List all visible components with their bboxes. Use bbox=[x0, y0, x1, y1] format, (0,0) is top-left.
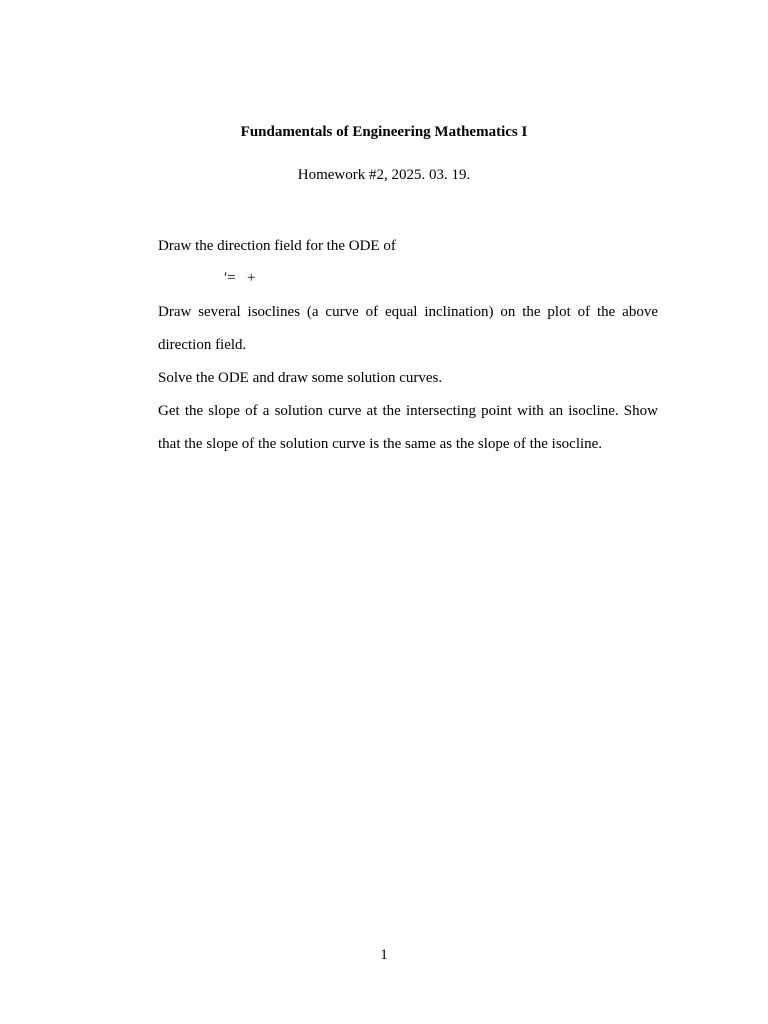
page-number: 1 bbox=[380, 947, 388, 963]
document-title: Fundamentals of Engineering Mathematics I bbox=[240, 124, 528, 140]
task-isoclines-line1: Draw several isoclines (a curve of equal inclination) on the plot of the above bbox=[158, 304, 658, 320]
ode-equation: ′= + bbox=[224, 270, 256, 286]
task-direction-field: Draw the direction field for the ODE of bbox=[158, 238, 396, 254]
task-slope-line1: Get the slope of a solution curve at the intersecting point with an isocline. Show bbox=[158, 403, 658, 419]
task-slope-line2: that the slope of the solution curve is the same as the slope of the isocline. bbox=[158, 436, 603, 452]
task-isoclines-line2: direction field. bbox=[158, 337, 247, 353]
homework-subtitle: Homework #2, 2025. 03. 19. bbox=[297, 167, 471, 183]
task-solve-ode: Solve the ODE and draw some solution curves. bbox=[158, 370, 443, 386]
